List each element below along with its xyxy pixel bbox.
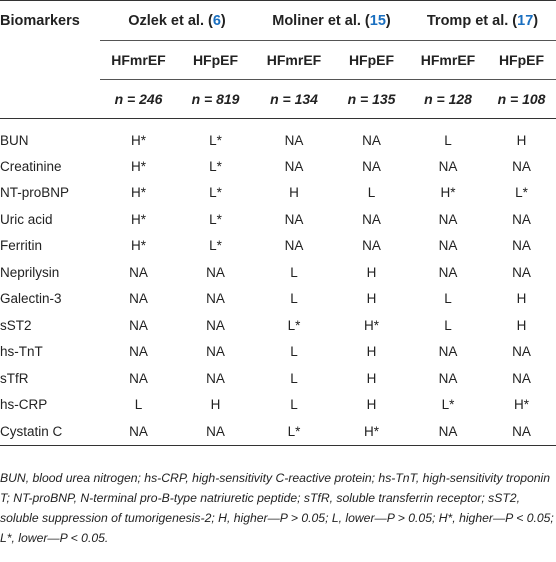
table-cell: L* [287,423,301,439]
table-cell: NA [438,344,458,360]
study-header-tromp [409,1,556,41]
table-cell: L [290,397,298,413]
table-cell: NA [129,423,148,439]
table-cell: H* [130,211,146,227]
empty-header-cell [0,41,100,80]
empty-header-cell [0,80,100,119]
table-row [0,286,556,313]
table-cell: NA [512,423,531,439]
table-row [0,153,556,180]
corner-header: Biomarkers [0,12,80,29]
table-cell: L [444,291,452,307]
biomarker-name: Creatinine [0,158,62,174]
table-cell: NA [206,423,225,439]
sample-size: n = 108 [497,91,546,107]
table-cell: NA [512,158,531,174]
table-cell: NA [438,264,458,280]
table-footnote: BUN, blood urea nitrogen; hs-CRP, high-sensitivity C-reactive protein; hs-TnT, high-sensitivity troponin T; NT-proBNP, N-terminal pro-B-type natriuretic peptide; sTfR, soluble transferrin receptor; sST2, soluble suppression of tumorigenesis-2; H, higher—P > 0.05; L, lower—P > 0.05; H*, higher—P < 0.05; L*, lower—P < 0.05. [0,471,554,545]
table-cell: NA [284,238,304,254]
table-cell: NA [512,211,531,227]
table-cell: NA [206,291,225,307]
table-cell: H* [440,185,456,201]
table-cell: NA [512,238,531,254]
table-row [0,418,556,445]
study-close: ) [385,12,391,29]
study-author: Ozlek et al. ( [128,12,213,29]
sample-size: n = 134 [270,91,318,107]
biomarker-name: Galectin-3 [0,291,62,307]
table-cell: H* [130,238,146,254]
table-cell: L [290,291,298,307]
table-cell: L* [209,158,222,174]
citation-link[interactable]: 6 [212,12,221,29]
table-cell: NA [362,238,381,254]
study-close: ) [533,12,539,29]
study-close: ) [220,12,226,29]
table-cell: L [367,185,376,201]
study-header-ozlek [100,1,254,41]
table-cell: L* [209,211,222,227]
table-cell: H* [363,317,379,333]
biomarker-name: sTfR [0,370,29,386]
table-cell: L* [441,397,455,413]
biomarker-name: sST2 [0,317,32,333]
table-cell: NA [284,158,304,174]
table-cell: H [289,185,299,201]
table-row [0,312,556,339]
table-cell: H [366,264,377,280]
table-cell: NA [129,317,148,333]
table-cell: H* [130,132,146,148]
biomarker-name: NT-proBNP [0,185,70,201]
biomarker-name: hs-TnT [0,344,43,360]
table-row [0,365,556,392]
biomarker-name: Neprilysin [0,264,60,280]
sample-size: n = 135 [347,91,396,107]
table-cell: NA [438,370,458,386]
table-cell: L [290,344,298,360]
biomarker-name: hs-CRP [0,397,48,413]
table-cell: H* [130,158,146,174]
table-cell: L [134,397,143,413]
table-cell: L [290,264,298,280]
table-cell: NA [512,344,531,360]
table-cell: H [366,370,377,386]
table-cell: H* [363,423,379,439]
table-cell: NA [206,370,225,386]
group-header: HFmrEF [409,41,487,80]
table-cell: NA [129,344,148,360]
table-cell: NA [438,211,458,227]
table-cell: L [444,317,452,333]
table-cell: L* [209,238,222,254]
table-body [0,119,556,446]
study-header-moliner [254,1,409,41]
table-cell: NA [438,238,458,254]
table-cell: H* [130,185,146,201]
table-cell: NA [129,370,148,386]
table-cell: NA [206,344,225,360]
table-cell: H [516,291,527,307]
table-cell: L [444,132,452,148]
table-cell: H [366,344,377,360]
table-cell: NA [362,132,381,148]
table-row [0,206,556,233]
table-cell: H [516,317,527,333]
table-cell: NA [512,264,531,280]
table-cell: L* [209,132,222,148]
table-cell: H [366,291,377,307]
table-cell: H [210,397,221,413]
table-cell: NA [438,158,458,174]
citation-link[interactable]: 17 [517,12,534,29]
table-cell: L [290,370,298,386]
table-cell: NA [206,317,225,333]
table-row [0,233,556,260]
study-author: Moliner et al. ( [272,12,370,29]
study-author: Tromp et al. ( [426,12,518,29]
table-row [0,392,556,419]
table-row [0,259,556,286]
table-row [0,180,556,207]
table-row [0,339,556,366]
biomarker-name: Cystatin C [0,423,63,439]
biomarker-name: Ferritin [0,238,43,254]
sample-size: n = 128 [424,91,472,107]
citation-link[interactable]: 15 [369,12,386,29]
biomarker-name: BUN [0,132,29,148]
table-cell: L* [515,185,528,201]
table-cell: NA [362,211,381,227]
table-cell: NA [512,370,531,386]
group-header: HFpEF [334,41,409,80]
table-cell: H* [513,397,529,413]
table-cell: NA [284,132,304,148]
table-cell: H [516,132,527,148]
table-cell: NA [362,158,381,174]
table-cell: H [366,397,377,413]
group-header: HFmrEF [100,41,177,80]
table-row [0,119,556,154]
sample-size: n = 246 [114,91,163,107]
table-cell: NA [129,264,148,280]
table-cell: NA [129,291,148,307]
table-cell: L* [287,317,301,333]
group-header: HFmrEF [254,41,334,80]
sample-size: n = 819 [191,91,240,107]
table-cell: NA [438,423,458,439]
group-header: HFpEF [177,41,254,80]
table-cell: NA [284,211,304,227]
table-cell: L* [209,185,222,201]
table-cell: NA [206,264,225,280]
biomarker-name: Uric acid [0,211,53,227]
group-header: HFpEF [487,41,556,80]
